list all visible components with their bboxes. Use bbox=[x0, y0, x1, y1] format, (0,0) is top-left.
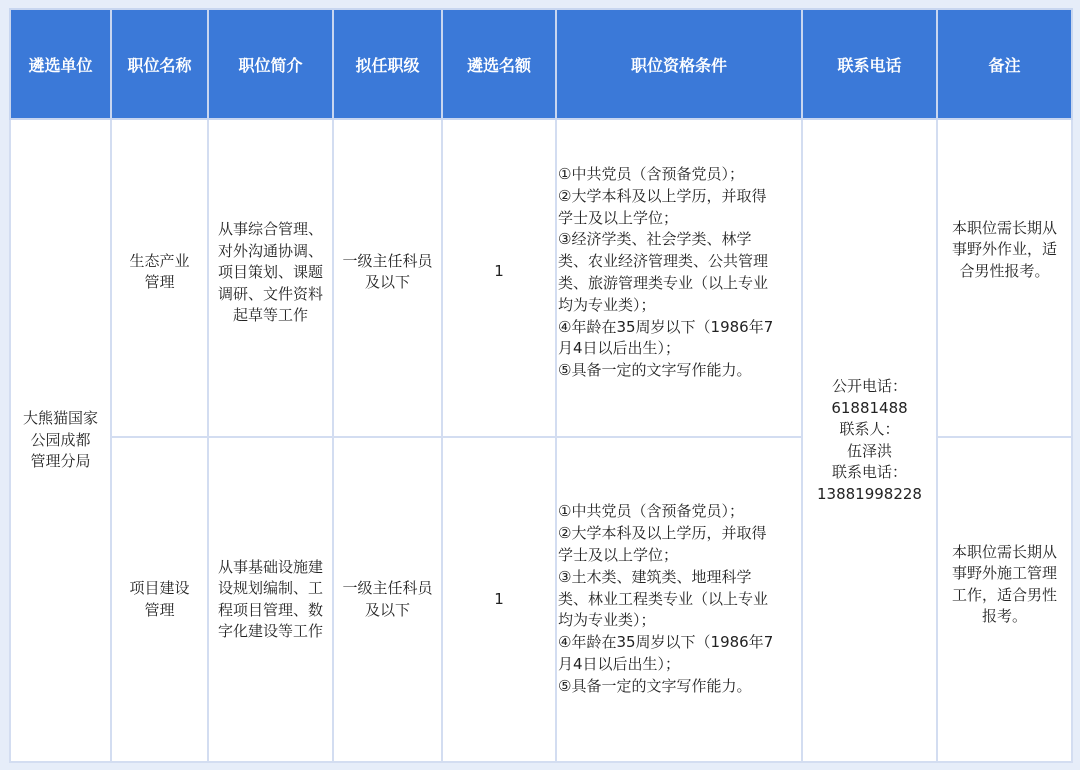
header-quota: 遴选名额 bbox=[442, 9, 556, 119]
requirements-cell bbox=[556, 437, 802, 762]
note-line: 事野外作业，适 bbox=[951, 240, 1057, 259]
note-line: 事野外施工管理 bbox=[951, 564, 1057, 582]
intro-line: 字化建设等工作 bbox=[217, 622, 323, 640]
note-line: 工作，适合男性 bbox=[951, 585, 1057, 604]
requirement-line: 类、林业工程类专业（以上专业 bbox=[558, 589, 769, 608]
intro-line: 设规划编制、工 bbox=[217, 579, 323, 597]
header-requirements: 职位资格条件 bbox=[556, 9, 802, 119]
position-name-line: 管理 bbox=[144, 273, 175, 291]
contact-line: 61881488 bbox=[831, 398, 908, 417]
table-row bbox=[10, 119, 1072, 437]
requirement-line: ②大学本科及以上学历，并取得 bbox=[558, 524, 767, 543]
requirement-line: 月4日以后出生）； bbox=[558, 339, 681, 358]
contact-line: 公开电话： bbox=[831, 377, 907, 395]
requirement-line: 类、旅游管理类专业（以上专业 bbox=[558, 274, 769, 292]
requirement-line: ⑤具备一定的文字写作能力。 bbox=[558, 361, 752, 380]
header-position-intro: 职位简介 bbox=[208, 9, 333, 119]
quota-cell: 1 bbox=[442, 437, 556, 762]
position-name-cell bbox=[111, 119, 208, 437]
intro-line: 从事综合管理、 bbox=[217, 220, 323, 239]
position-intro-cell bbox=[208, 437, 333, 762]
unit-line: 管理分局 bbox=[30, 452, 91, 471]
requirement-line: 均为专业类）； bbox=[558, 295, 656, 314]
requirements-cell bbox=[556, 119, 802, 437]
quota-cell: 1 bbox=[442, 119, 556, 437]
requirement-line: 类、农业经济管理类、公共管理 bbox=[558, 252, 769, 271]
requirement-line: 学士及以上学位； bbox=[558, 546, 679, 564]
level-line: 一级主任科员 bbox=[342, 579, 433, 597]
requirement-line: ③土木类、建筑类、地理科学 bbox=[558, 567, 752, 586]
intro-line: 起草等工作 bbox=[232, 306, 308, 325]
level-cell bbox=[333, 437, 442, 762]
contact-line: 联系电话： bbox=[831, 463, 907, 481]
requirement-line: ⑤具备一定的文字写作能力。 bbox=[558, 676, 752, 695]
requirement-line: 学士及以上学位； bbox=[558, 208, 679, 227]
requirement-line: ①中共党员（含预备党员）； bbox=[558, 165, 744, 184]
note-line: 报考。 bbox=[981, 607, 1027, 625]
note-cell bbox=[937, 119, 1072, 437]
intro-line: 项目策划、课题 bbox=[217, 263, 323, 282]
level-line: 一级主任科员 bbox=[342, 251, 433, 270]
level-line: 及以下 bbox=[364, 600, 410, 619]
contact-cell bbox=[802, 119, 937, 762]
position-name-line: 生态产业 bbox=[129, 251, 190, 270]
position-name-line: 管理 bbox=[144, 600, 175, 619]
header-contact: 联系电话 bbox=[802, 9, 937, 119]
note-line: 本职位需长期从 bbox=[951, 218, 1057, 237]
requirement-line: ④年龄在35周岁以下（1986年7 bbox=[558, 317, 774, 336]
requirement-line: 均为专业类）； bbox=[558, 611, 656, 630]
unit-cell bbox=[10, 119, 111, 762]
table-header-row bbox=[10, 9, 1072, 119]
note-line: 合男性报考。 bbox=[959, 261, 1050, 280]
unit-line: 大熊猫国家 bbox=[22, 409, 98, 428]
requirement-line: ③经济学类、社会学类、林学 bbox=[558, 230, 752, 249]
level-cell bbox=[333, 119, 442, 437]
header-unit: 遴选单位 bbox=[10, 9, 111, 119]
intro-line: 调研、文件资料 bbox=[217, 284, 323, 303]
position-name-cell bbox=[111, 437, 208, 762]
level-line: 及以下 bbox=[364, 273, 410, 291]
header-position-name: 职位名称 bbox=[111, 9, 208, 119]
note-line: 本职位需长期从 bbox=[951, 542, 1057, 561]
requirement-line: 月4日以后出生）； bbox=[558, 654, 681, 673]
contact-line: 13881998228 bbox=[817, 484, 922, 503]
contact-line: 联系人： bbox=[839, 420, 900, 438]
unit-line: 公园成都 bbox=[30, 430, 91, 449]
intro-line: 从事基础设施建 bbox=[217, 557, 323, 576]
intro-line: 对外沟通协调、 bbox=[217, 241, 323, 260]
requirement-line: ④年龄在35周岁以下（1986年7 bbox=[558, 633, 774, 652]
header-note: 备注 bbox=[937, 9, 1072, 119]
requirement-line: ①中共党员（含预备党员）； bbox=[558, 502, 744, 521]
position-name-line: 项目建设 bbox=[129, 579, 190, 597]
note-cell bbox=[937, 437, 1072, 762]
recruitment-table bbox=[9, 8, 1073, 763]
position-intro-cell bbox=[208, 119, 333, 437]
requirement-line: ②大学本科及以上学历，并取得 bbox=[558, 186, 767, 205]
contact-line: 伍泽洪 bbox=[846, 441, 892, 460]
header-level: 拟任职级 bbox=[333, 9, 442, 119]
intro-line: 程项目管理、数 bbox=[217, 600, 323, 619]
